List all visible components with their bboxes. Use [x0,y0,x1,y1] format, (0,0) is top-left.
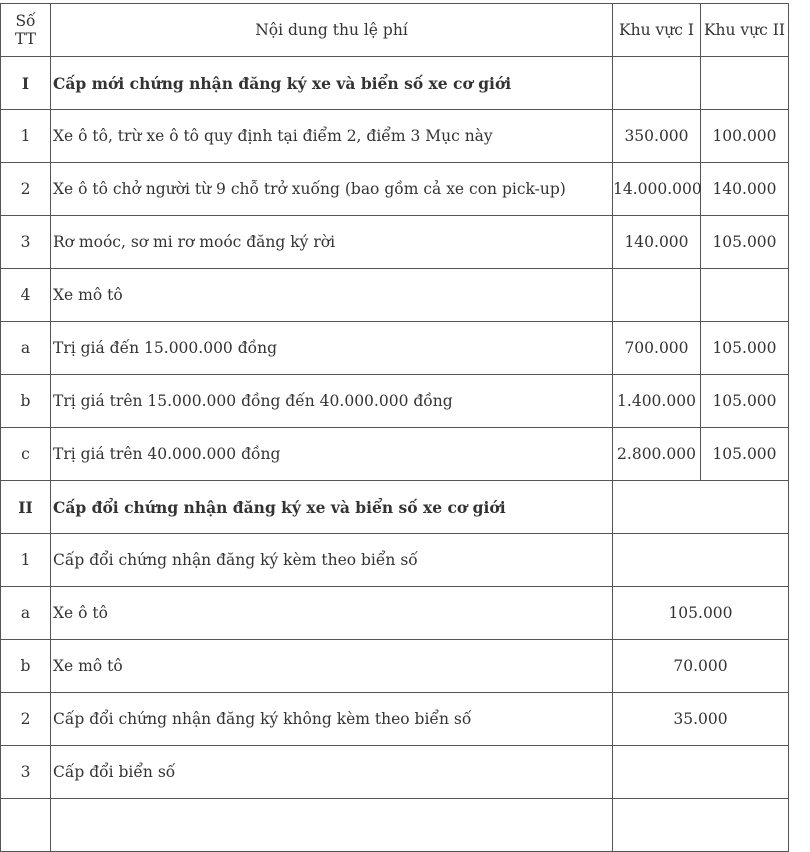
row-region-1: 14.000.000 [613,163,701,216]
row-region-2 [701,57,789,110]
row-stt: 3 [1,216,51,269]
row-fee-merged: 35.000 [613,693,789,746]
row-fee-merged [613,481,789,534]
table-row [1,640,789,693]
row-content: Trị giá trên 40.000.000 đồng [51,428,613,481]
row-content: Cấp đổi chứng nhận đăng ký không kèm theo biển số [51,693,613,746]
row-content: Trị giá đến 15.000.000 đồng [51,322,613,375]
row-region-2: 100.000 [701,110,789,163]
row-stt: 4 [1,269,51,322]
row-content: Xe ô tô, trừ xe ô tô quy định tại điểm 2, điểm 3 Mục này [51,110,613,163]
row-stt: a [1,322,51,375]
row-stt: b [1,640,51,693]
table-row [1,163,789,216]
table-row [1,110,789,163]
row-fee-merged: 70.000 [613,640,789,693]
row-region-2: 105.000 [701,428,789,481]
table-header-row [1,4,789,57]
row-content: Cấp đổi chứng nhận đăng ký kèm theo biển số [51,534,613,587]
row-stt: 2 [1,693,51,746]
row-region-2 [701,269,789,322]
table-row-section [1,57,789,110]
table-row [1,587,789,640]
row-content: Xe mô tô [51,640,613,693]
header-stt: Số TT [1,4,51,57]
row-stt: a [1,587,51,640]
row-region-1: 1.400.000 [613,375,701,428]
row-region-1: 2.800.000 [613,428,701,481]
table-row [1,746,789,799]
row-fee-merged [613,799,789,852]
row-stt: 1 [1,534,51,587]
row-region-1: 700.000 [613,322,701,375]
row-fee-merged: 105.000 [613,587,789,640]
row-content: Xe ô tô chở người từ 9 chỗ trở xuống (bao gồm cả xe con pick-up) [51,163,613,216]
row-content: Cấp đổi biển số [51,746,613,799]
table-row [1,799,789,852]
row-stt: I [1,57,51,110]
header-region-1: Khu vực I [613,4,701,57]
table-row-section [1,481,789,534]
row-fee-merged [613,746,789,799]
row-region-1: 350.000 [613,110,701,163]
row-content: Rơ moóc, sơ mi rơ moóc đăng ký rời [51,216,613,269]
table-row [1,322,789,375]
row-fee-merged [613,534,789,587]
row-region-1 [613,269,701,322]
row-stt: c [1,428,51,481]
row-content: Trị giá trên 15.000.000 đồng đến 40.000.000 đồng [51,375,613,428]
row-stt: b [1,375,51,428]
row-content: Cấp đổi chứng nhận đăng ký xe và biển số xe cơ giới [51,481,613,534]
table-row [1,375,789,428]
row-region-1 [613,57,701,110]
row-content [51,799,613,852]
row-stt: 3 [1,746,51,799]
row-region-2: 105.000 [701,216,789,269]
header-region-2: Khu vực II [701,4,789,57]
table-row [1,269,789,322]
row-content: Xe ô tô [51,587,613,640]
row-content: Xe mô tô [51,269,613,322]
row-region-2: 105.000 [701,322,789,375]
row-content: Cấp mới chứng nhận đăng ký xe và biển số xe cơ giới [51,57,613,110]
table-row [1,428,789,481]
row-region-2: 105.000 [701,375,789,428]
row-region-1: 140.000 [613,216,701,269]
table-row [1,693,789,746]
row-stt: II [1,481,51,534]
table-row [1,216,789,269]
table-row [1,534,789,587]
row-stt: 2 [1,163,51,216]
row-region-2: 140.000 [701,163,789,216]
header-content: Nội dung thu lệ phí [51,4,613,57]
row-stt: 1 [1,110,51,163]
row-stt [1,799,51,852]
fee-table [0,3,789,852]
